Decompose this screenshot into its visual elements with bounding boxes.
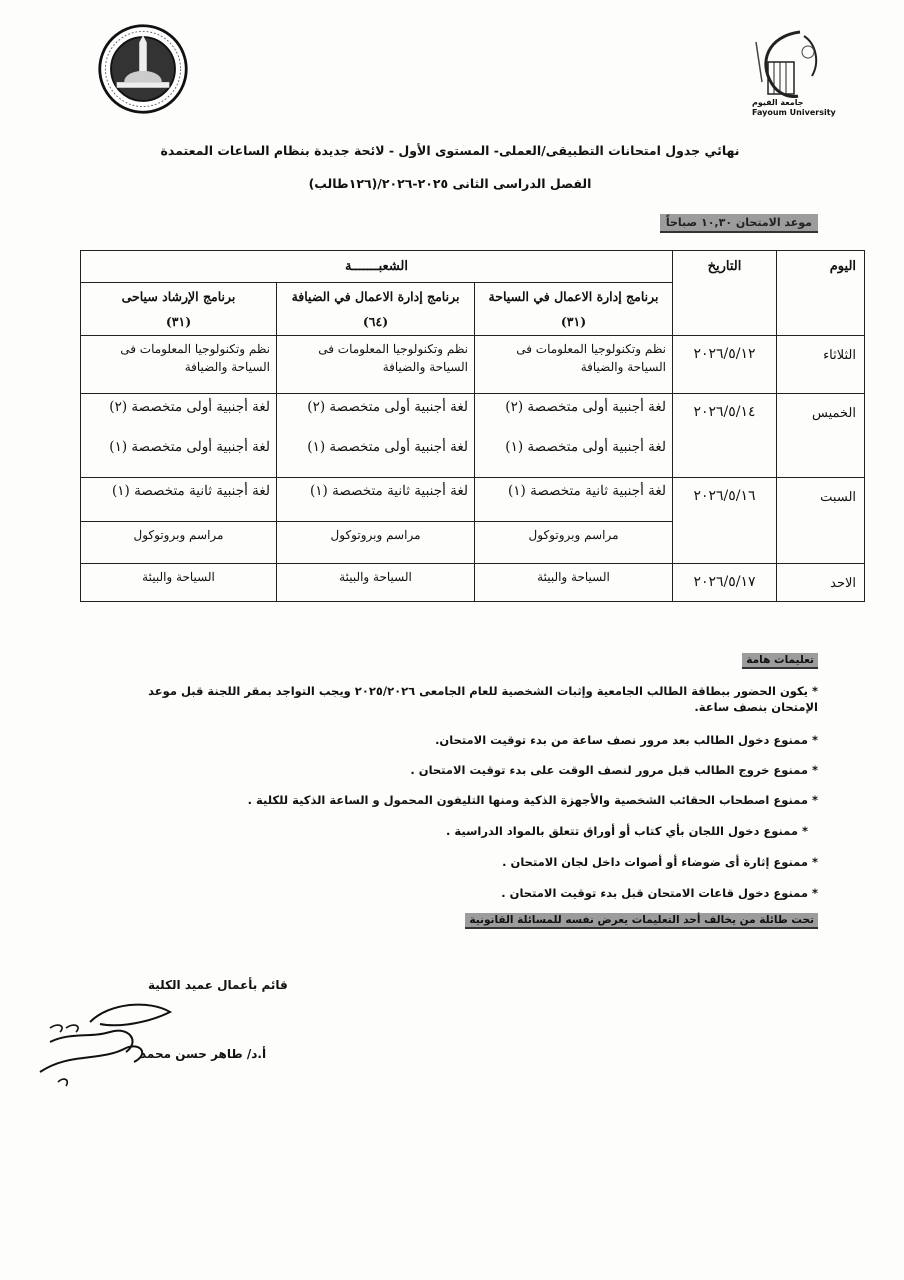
subject-cell: السياحة والبيئة xyxy=(277,564,475,602)
program-name: برنامج الإرشاد سياحى xyxy=(121,289,236,304)
note-item: * ممنوع دخول الطالب بعد مرور نصف ساعة من بدء توقيت الامتحان. xyxy=(435,733,818,747)
subject-cell xyxy=(81,394,277,478)
logo-caption-english: Fayoum University xyxy=(752,108,836,117)
table-row xyxy=(81,564,865,602)
note-item: * ممنوع خروج الطالب قبل مرور لنصف الوقت على بدء توقيت الامتحان . xyxy=(410,763,818,777)
subject-cell: السياحة والبيئة xyxy=(475,564,673,602)
row-day: السبت xyxy=(777,478,865,564)
faculty-seal-logo xyxy=(96,22,190,116)
program-name: برنامج إدارة الاعمال في الضيافة xyxy=(291,289,460,304)
table-header-row xyxy=(81,251,865,283)
note-item: * يكون الحضور ببطاقة الطالب الجامعية وإثبات الشخصية للعام الجامعى ٢٠٢٥/٢٠٢٦ ويجب التواجد بمقر اللجنة قبل موعد الإمتحان بنصف ساعة. xyxy=(148,684,818,714)
subject-line: لغة أجنبية أولى متخصصة (١) xyxy=(109,439,271,455)
subject-cell: لغة أجنبية ثانية متخصصة (١) xyxy=(277,478,475,522)
subject-cell: نظم وتكنولوجيا المعلومات فى السياحة والضيافة xyxy=(81,336,277,394)
exam-time-label: موعد الامتحان ١٠,٣٠ صباحاً xyxy=(660,214,818,233)
subject-cell: لغة أجنبية ثانية متخصصة (١) xyxy=(475,478,673,522)
subject-cell: مراسم وبروتوكول xyxy=(81,522,277,564)
table-row xyxy=(81,478,865,522)
row-day: الاحد xyxy=(777,564,865,602)
legal-warning: تحت طائلة من يخالف أحد التعليمات يعرض نفسه للمسائلة القانونية xyxy=(465,913,818,929)
exam-schedule-table xyxy=(80,250,865,602)
note-item: * ممنوع إثارة أى ضوضاء أو أصوات داخل لجان الامتحان . xyxy=(502,855,818,869)
program-header xyxy=(475,283,673,336)
note-item: * ممنوع دخول قاعات الامتحان قبل بدء توقيت الامتحان . xyxy=(501,886,818,900)
document-title: نهائي جدول امتحانات التطبيقى/العملى- المستوى الأول - لائحة جديدة بنظام الساعات المعتمدة xyxy=(160,143,740,158)
program-header xyxy=(277,283,475,336)
signatory-name: أ.د/ طاهر حسن محمد xyxy=(140,1047,267,1061)
row-date: ٢٠٢٦/٥/١٦ xyxy=(673,478,777,564)
note-item: * ممنوع اصطحاب الحقائب الشخصية والأجهزة الذكية ومنها التليفون المحمول و الساعة الذكية للكلية . xyxy=(247,793,818,807)
row-day: الثلاثاء xyxy=(777,336,865,394)
subject-cell: السياحة والبيئة xyxy=(81,564,277,602)
subject-cell: نظم وتكنولوجيا المعلومات فى السياحة والضيافة xyxy=(475,336,673,394)
logo-caption-arabic: جامعة الفيوم xyxy=(752,98,804,107)
program-count: (٦٤) xyxy=(362,314,389,329)
subject-cell xyxy=(277,394,475,478)
subject-cell xyxy=(475,394,673,478)
subject-cell: مراسم وبروتوكول xyxy=(277,522,475,564)
handwritten-signature xyxy=(30,992,210,1092)
document-subtitle: الفصل الدراسى الثانى ٢٠٢٥-٢٠٢٦/(١٢٦طالب) xyxy=(308,176,592,191)
table-row xyxy=(81,394,865,478)
table-row xyxy=(81,336,865,394)
subject-line: لغة أجنبية أولى متخصصة (٢) xyxy=(307,399,469,415)
subject-line: لغة أجنبية أولى متخصصة (١) xyxy=(505,439,667,455)
subject-line: لغة أجنبية أولى متخصصة (١) xyxy=(307,439,469,455)
row-date: ٢٠٢٦/٥/١٢ xyxy=(673,336,777,394)
program-count: (٣١) xyxy=(165,314,192,329)
notes-title: تعليمات هامة xyxy=(742,653,818,669)
note-item: * ممنوع دخول اللجان بأي كتاب أو أوراق تتعلق بالمواد الدراسية . xyxy=(446,824,808,838)
row-day: الخميس xyxy=(777,394,865,478)
subject-line: لغة أجنبية أولى متخصصة (٢) xyxy=(109,399,271,415)
fayoum-university-logo xyxy=(738,22,838,122)
header-day: اليوم xyxy=(777,251,865,336)
program-name: برنامج إدارة الاعمال في السياحة xyxy=(488,289,659,304)
header-division: الشعبـــــــة xyxy=(81,251,673,283)
program-count: (٣١) xyxy=(560,314,587,329)
row-date: ٢٠٢٦/٥/١٧ xyxy=(673,564,777,602)
subject-cell: نظم وتكنولوجيا المعلومات فى السياحة والضيافة xyxy=(277,336,475,394)
subject-line: لغة أجنبية أولى متخصصة (٢) xyxy=(505,399,667,415)
subject-cell: لغة أجنبية ثانية متخصصة (١) xyxy=(81,478,277,522)
subject-cell: مراسم وبروتوكول xyxy=(475,522,673,564)
row-date: ٢٠٢٦/٥/١٤ xyxy=(673,394,777,478)
program-header xyxy=(81,283,277,336)
header-date: التاريخ xyxy=(673,251,777,336)
signatory-title: قائم بأعمال عميد الكلية xyxy=(148,978,288,992)
